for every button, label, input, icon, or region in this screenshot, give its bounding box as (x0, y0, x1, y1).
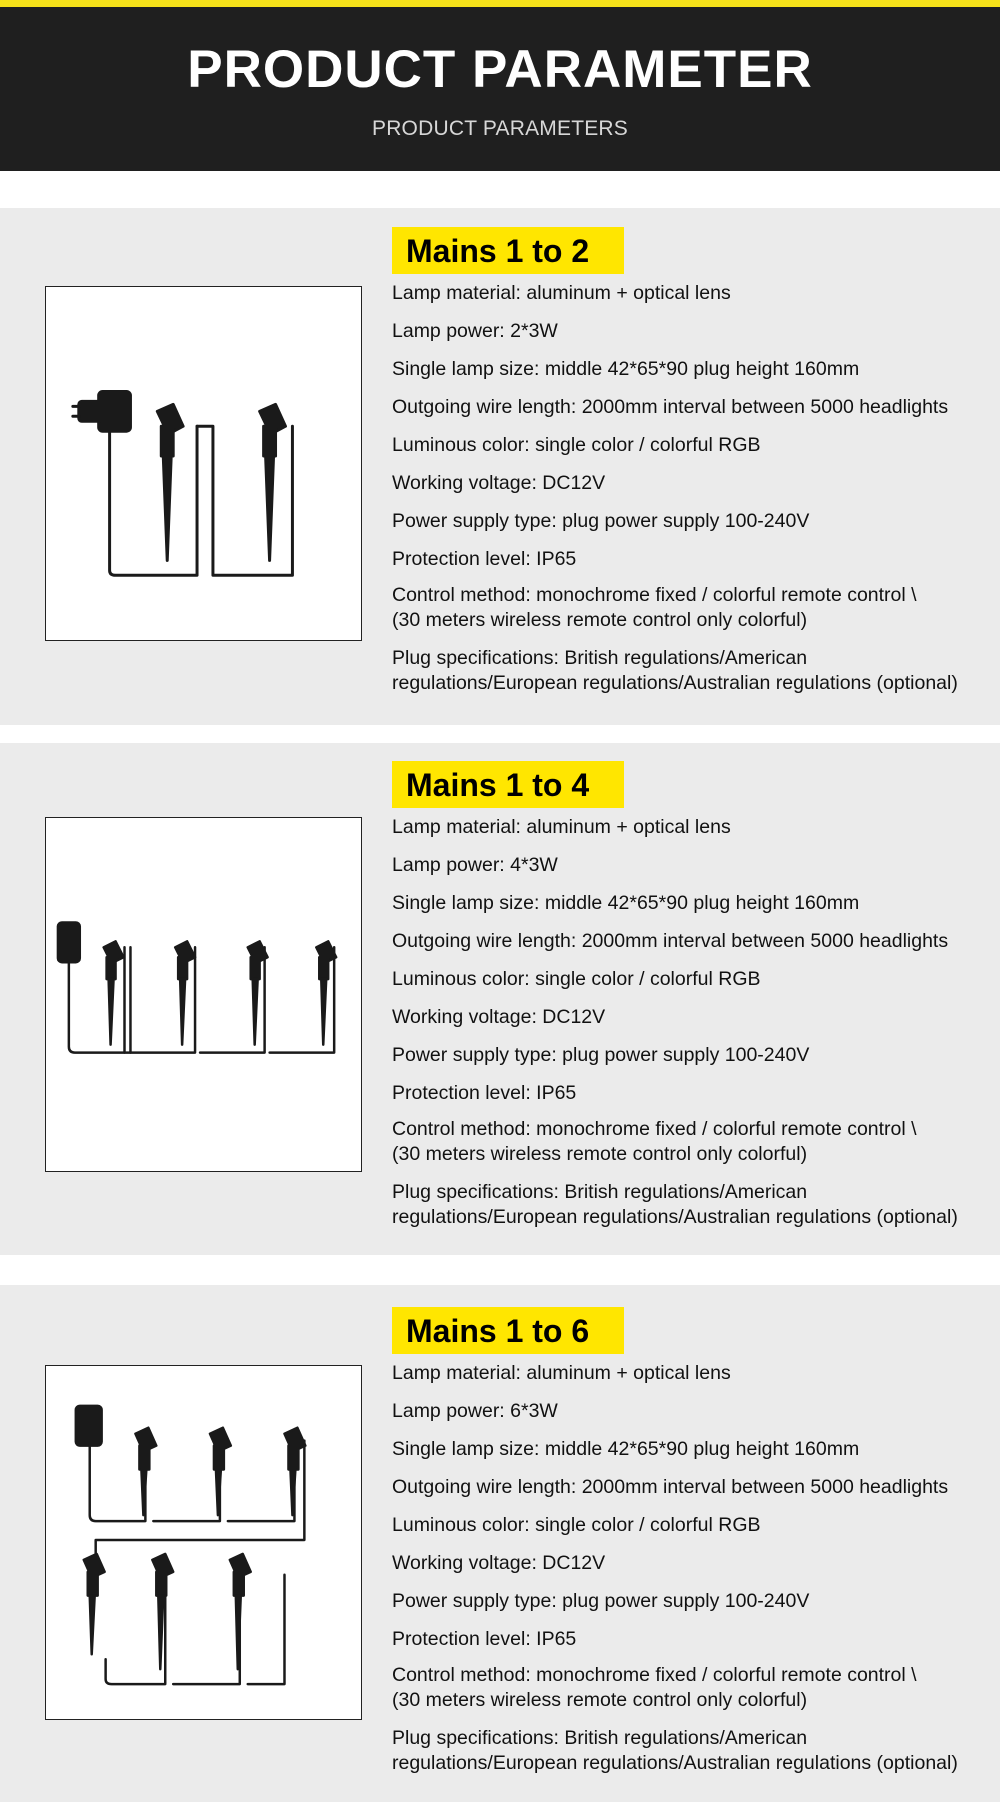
spec-item: Working voltage: DC12V (392, 1006, 606, 1028)
spec-item: (30 meters wireless remote control only colorful) (392, 1689, 808, 1711)
spec-item: regulations/European regulations/Australian regulations (optional) (392, 672, 958, 694)
section-mains-1-to-6 (0, 1285, 1000, 1802)
section-mains-1-to-2 (0, 208, 1000, 725)
spec-item: Power supply type: plug power supply 100-240V (392, 1590, 810, 1612)
page-subtitle: PRODUCT PARAMETERS (371, 117, 629, 140)
spec-item: Plug specifications: British regulations/American (392, 1727, 808, 1749)
spec-item: Control method: monochrome fixed / colorful remote control \ (392, 584, 917, 606)
product-photo (46, 287, 361, 640)
spec-item: Power supply type: plug power supply 100-240V (392, 1044, 810, 1066)
page-title: PRODUCT PARAMETER (187, 40, 813, 99)
section-title-badge: Mains 1 to 4 (392, 761, 624, 808)
spec-item: Protection level: IP65 (392, 548, 577, 570)
spec-item: (30 meters wireless remote control only colorful) (392, 1143, 808, 1165)
spec-item: Plug specifications: British regulations/American (392, 1181, 808, 1203)
spec-item: Plug specifications: British regulations/American (392, 647, 808, 669)
spec-item: Outgoing wire length: 2000mm interval between 5000 headlights (392, 396, 949, 418)
spec-item: Control method: monochrome fixed / colorful remote control \ (392, 1118, 917, 1140)
spec-item: Protection level: IP65 (392, 1628, 577, 1650)
spec-item: Luminous color: single color / colorful RGB (392, 434, 761, 456)
spec-item: (30 meters wireless remote control only colorful) (392, 609, 808, 631)
spec-item: Working voltage: DC12V (392, 1552, 606, 1574)
spec-list (392, 1285, 992, 1802)
four-spotlights-with-adapter-icon (45, 817, 362, 1172)
spec-item: Single lamp size: middle 42*65*90 plug height 160mm (392, 1438, 860, 1460)
spec-item: Control method: monochrome fixed / colorful remote control \ (392, 1664, 917, 1686)
spec-item: Outgoing wire length: 2000mm interval between 5000 headlights (392, 1476, 949, 1498)
spec-item: Luminous color: single color / colorful RGB (392, 968, 761, 990)
spec-item: Power supply type: plug power supply 100-240V (392, 510, 810, 532)
spec-item: regulations/European regulations/Australian regulations (optional) (392, 1752, 958, 1774)
spec-item: Single lamp size: middle 42*65*90 plug height 160mm (392, 892, 860, 914)
six-spotlights-with-adapter-icon (45, 1365, 362, 1720)
spec-item: Lamp power: 4*3W (392, 854, 558, 876)
spec-item: Lamp material: aluminum + optical lens (392, 816, 731, 838)
spec-list (392, 743, 992, 1255)
top-accent-stripe (0, 0, 1000, 7)
two-spotlights-with-adapter-icon (45, 286, 362, 641)
spec-item: Lamp material: aluminum + optical lens (392, 282, 731, 304)
spec-item: Working voltage: DC12V (392, 472, 606, 494)
spec-item: regulations/European regulations/Australian regulations (optional) (392, 1206, 958, 1228)
section-title-badge: Mains 1 to 6 (392, 1307, 624, 1354)
spec-item: Protection level: IP65 (392, 1082, 577, 1104)
section-mains-1-to-4 (0, 743, 1000, 1255)
spec-item: Lamp power: 6*3W (392, 1400, 558, 1422)
spec-item: Lamp power: 2*3W (392, 320, 558, 342)
spec-item: Luminous color: single color / colorful RGB (392, 1514, 761, 1536)
spec-item: Outgoing wire length: 2000mm interval between 5000 headlights (392, 930, 949, 952)
product-photo (46, 1366, 361, 1719)
page-header (0, 7, 1000, 171)
product-photo (46, 818, 361, 1171)
spec-list (392, 208, 992, 725)
section-title-badge: Mains 1 to 2 (392, 227, 624, 274)
spec-item: Lamp material: aluminum + optical lens (392, 1362, 731, 1384)
spec-item: Single lamp size: middle 42*65*90 plug height 160mm (392, 358, 860, 380)
